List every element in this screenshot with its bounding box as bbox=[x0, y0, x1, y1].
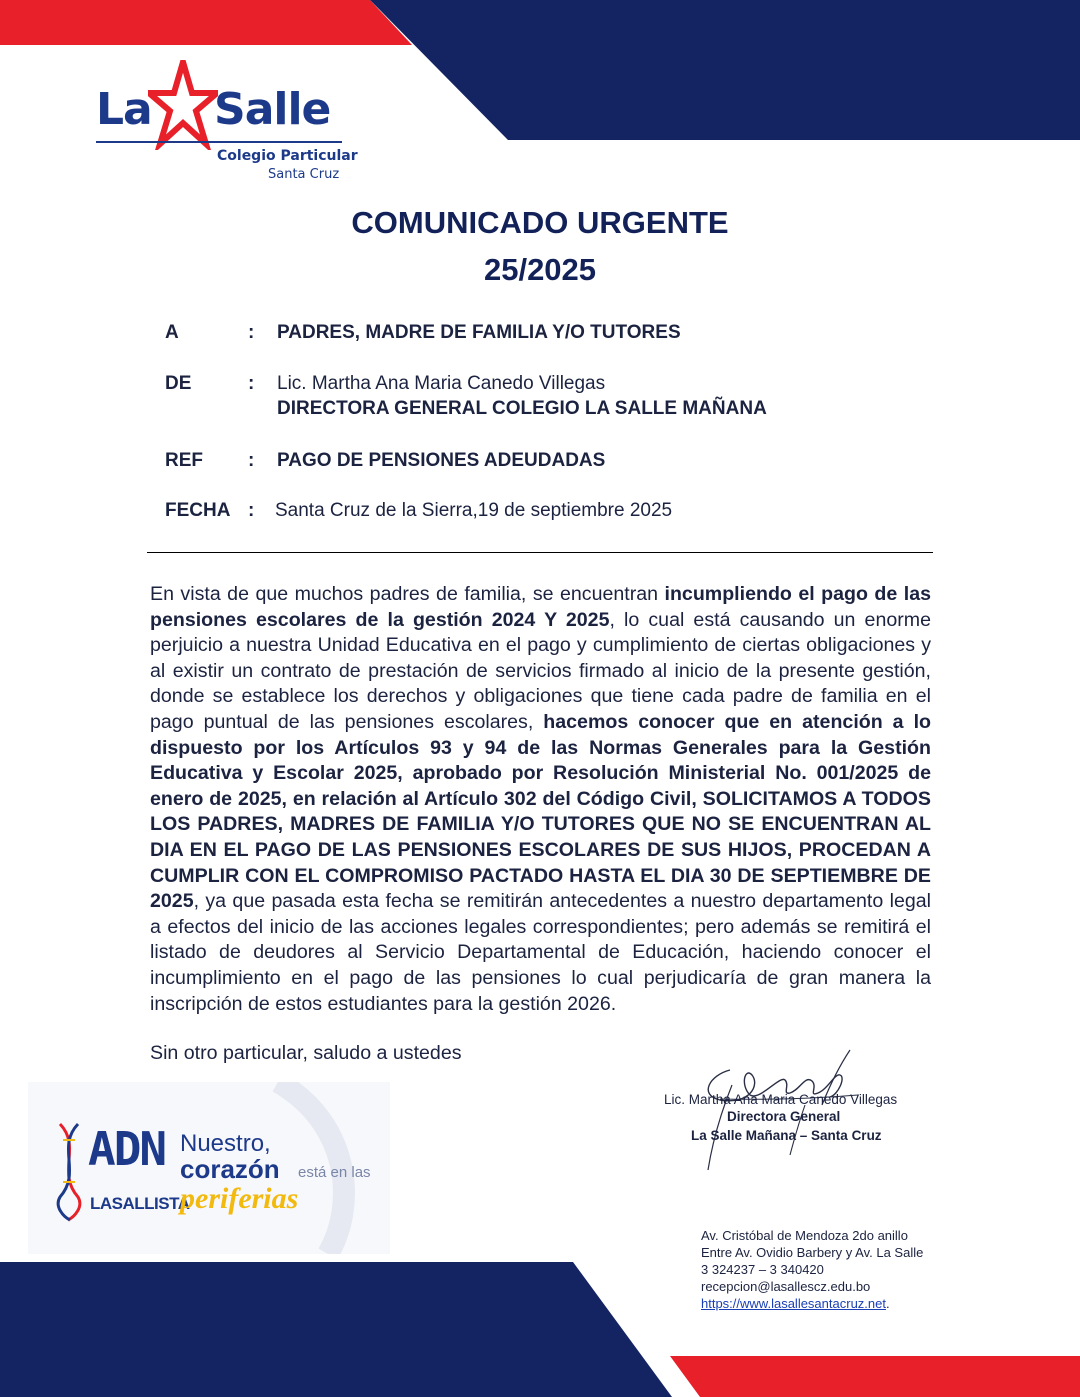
dna-helix-icon bbox=[54, 1122, 84, 1222]
header-ref-colon: : bbox=[248, 450, 255, 471]
logo-underline bbox=[96, 141, 342, 143]
header-ref-label: REF bbox=[165, 450, 203, 471]
adn-slogan-line3: periferias bbox=[180, 1182, 299, 1215]
header-a-colon: : bbox=[248, 322, 255, 343]
address-web-row bbox=[701, 1295, 923, 1312]
logo-star-icon bbox=[148, 60, 218, 150]
adn-lasallista-logo bbox=[28, 1082, 390, 1254]
document-title: COMUNICADO URGENTE bbox=[351, 205, 729, 240]
header-de-value: Lic. Martha Ana Maria Canedo Villegas bbox=[277, 373, 606, 394]
adn-slogan-line2: corazón bbox=[180, 1154, 280, 1184]
logo-word-right: Salle bbox=[214, 84, 331, 135]
body-paragraph bbox=[150, 582, 931, 1017]
body-text-3: , ya que pasada esta fecha se remitirán antecedentes a nuestro departamento legal a efectos del inicio de las acciones legales correspondientes; pero además se remitirá el listado de deudores al Servicio Departamental de Educación, haciendo conocer el incumplimiento en el pago de las pensiones lo cual perjudicaría de gran manera la inscripción de estos estudiantes para la gestión 2026. bbox=[150, 890, 931, 1015]
address-line2: Entre Av. Ovidio Barbery y Av. La Salle bbox=[701, 1245, 924, 1260]
la-salle-logo bbox=[96, 62, 358, 187]
document-number: 25/2025 bbox=[483, 252, 597, 287]
body-text-2: , lo cual está causando un enorme perjuicio a nuestra Unidad Educativa en el pago y cumplimiento de ciertas obligaciones y al existir un contrato de prestación de servicios firmado al inicio de la presente gestión, donde se establece los derechos y obligaciones que tiene cada padre de familia en el pago puntual de las pensiones escolares, bbox=[150, 608, 931, 733]
website-dot: . bbox=[885, 1296, 890, 1311]
bottom-red-band bbox=[670, 1356, 1080, 1397]
header-ref-value: PAGO DE PENSIONES ADEUDADAS bbox=[277, 450, 606, 471]
signature-role: Directora General bbox=[727, 1109, 841, 1124]
logo-word-left: La bbox=[96, 84, 152, 135]
header-fecha-label: FECHA bbox=[165, 500, 231, 521]
signature-name: Lic. Martha Ana Maria Canedo Villegas bbox=[664, 1092, 898, 1107]
body-bold-2: hacemos conocer que en atención a lo dispuesto por los Artículos 93 y 94 de las Normas Generales para la Gestión Educativa y Escolar 2025, aprobado por Resolución Ministerial No. 001/2025 de enero de 2025, en relación al Artículo 302 del Código Civil, SOLICITAMOS A TODOS LOS PADRES, MADRES DE FAMILIA Y/O TUTORES QUE NO SE ENCUENTRAN AL DIA EN EL PAGO DE LAS PENSIONES ESCOLARES DE SUS HIJOS, PROCEDAN A CUMPLIR CON EL COMPROMISO PACTADO HASTA EL DIA 30 DE SEPTIEMBRE DE 2025 bbox=[150, 710, 931, 913]
contact-address bbox=[701, 1227, 923, 1312]
logo-city: Santa Cruz bbox=[268, 167, 340, 182]
adn-slogan-line1: Nuestro, bbox=[180, 1130, 271, 1157]
header-a-label: A bbox=[165, 322, 179, 343]
body-bold-1: incumpliendo el pago de las pensiones escolares de la gestión 2024 Y 2025 bbox=[150, 583, 931, 631]
closing-line: Sin otro particular, saludo a ustedes bbox=[150, 1042, 462, 1064]
header-fecha-value: Santa Cruz de la Sierra,19 de septiembre 2025 bbox=[275, 500, 673, 521]
header-de-role: DIRECTORA GENERAL COLEGIO LA SALLE MAÑANA bbox=[277, 398, 767, 419]
adn-title: ADN bbox=[88, 1122, 166, 1176]
signature-school: La Salle Mañana – Santa Cruz bbox=[691, 1128, 882, 1143]
header-divider bbox=[147, 552, 933, 553]
header-de-colon: : bbox=[248, 373, 255, 394]
header-de-label: DE bbox=[165, 373, 192, 394]
bottom-navy-shape bbox=[0, 1262, 672, 1397]
logo-subtitle: Colegio Particular bbox=[217, 148, 358, 164]
address-email: recepcion@lasallescz.edu.bo bbox=[701, 1279, 871, 1294]
top-red-band bbox=[0, 0, 412, 45]
body-text-1: En vista de que muchos padres de familia, se encuentran bbox=[150, 583, 665, 605]
adn-subtitle: LASALLISTA bbox=[90, 1194, 190, 1213]
header-fecha-colon: : bbox=[248, 500, 255, 521]
website-link[interactable]: https://www.lasallesantacruz.net bbox=[701, 1296, 886, 1311]
address-phone: 3 324237 – 3 340420 bbox=[701, 1262, 824, 1277]
header-a-value: PADRES, MADRE DE FAMILIA Y/O TUTORES bbox=[277, 322, 681, 343]
top-navy-shape bbox=[370, 0, 1080, 140]
adn-slogan-line2b: está en las bbox=[298, 1164, 371, 1181]
address-line1: Av. Cristóbal de Mendoza 2do anillo bbox=[701, 1228, 908, 1243]
